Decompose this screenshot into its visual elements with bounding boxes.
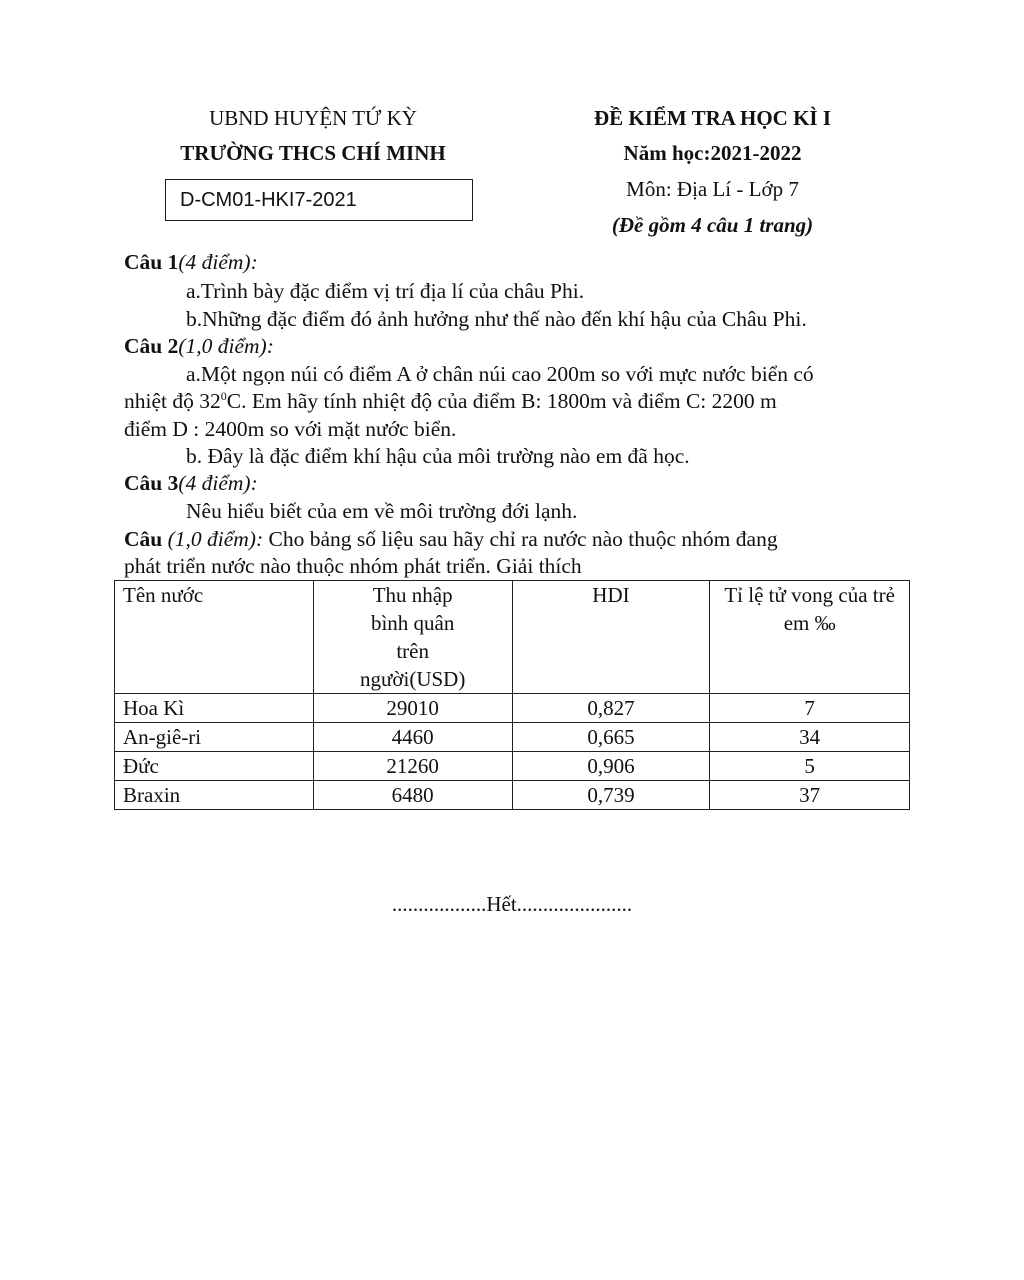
question-2-label: Câu 2 [124, 334, 179, 358]
cell-income: 21260 [313, 752, 512, 781]
cell-country: Đức [115, 752, 314, 781]
question-2-heading [124, 334, 274, 359]
question-1-label: Câu 1 [124, 250, 179, 274]
table-row [115, 723, 910, 752]
question-2-a-line-3: điểm D : 2400m so với mặt nước biển. [124, 417, 457, 441]
header-mortality: Tỉ lệ tử vong của trẻ em ‰ [710, 581, 910, 694]
question-2-a-line-2-pre: nhiệt độ 32 [124, 389, 221, 414]
header-hdi: HDI [512, 581, 710, 694]
cell-income: 6480 [313, 781, 512, 810]
cell-mortality: 37 [710, 781, 910, 810]
question-1-heading [124, 250, 258, 275]
question-3-points: (4 điểm): [178, 471, 258, 495]
cell-mortality: 7 [710, 694, 910, 723]
question-2-a-line-2 [124, 389, 777, 414]
cell-mortality: 5 [710, 752, 910, 781]
data-table [114, 580, 910, 810]
degree-superscript: 0 [220, 389, 227, 403]
district-name: UBND HUYỆN TỨ KỲ [209, 106, 417, 130]
page-note: (Đề gồm 4 câu 1 trang) [611, 213, 814, 237]
question-4-line-2: phát triển nước nào thuộc nhóm phát triển. Giải thích [124, 554, 582, 578]
exam-code: D-CM01-HKI7-2021 [180, 189, 357, 211]
cell-country: Hoa Kì [115, 694, 314, 723]
question-3-heading [124, 471, 258, 496]
exam-code-box [165, 179, 473, 221]
cell-hdi: 0,665 [512, 723, 710, 752]
cell-country: An-giê-ri [115, 723, 314, 752]
cell-hdi: 0,827 [512, 694, 710, 723]
question-2-points: (1,0 điểm): [178, 334, 274, 358]
question-4-points: (1,0 điểm): [167, 527, 264, 551]
question-4-text-1: Cho bảng số liệu sau hãy chỉ ra nước nào thuộc nhóm đang [263, 527, 778, 551]
question-1-b: b.Những đặc điểm đó ảnh hưởng như thế nào đến khí hậu của Châu Phi. [186, 307, 807, 331]
question-2-a-line-2-post: C. Em hãy tính nhiệt độ của điểm B: 1800m và điểm C: 2200 m [226, 389, 777, 414]
table-row [115, 752, 910, 781]
cell-country: Braxin [115, 781, 314, 810]
table-header-row [115, 581, 910, 694]
question-2-b: b. Đây là đặc điểm khí hậu của môi trường nào em đã học. [186, 444, 690, 468]
cell-hdi: 0,906 [512, 752, 710, 781]
cell-mortality: 34 [710, 723, 910, 752]
question-2-a-line-1: a.Một ngọn núi có điểm A ở chân núi cao 200m so với mực nước biển có [186, 362, 814, 386]
question-3-label: Câu 3 [124, 471, 179, 495]
table-row [115, 694, 910, 723]
header-income: Thu nhập bình quân trên người(USD) [313, 581, 512, 694]
question-1-a: a.Trình bày đặc điểm vị trí địa lí của châu Phi. [186, 279, 585, 303]
cell-income: 4460 [313, 723, 512, 752]
school-name: TRƯỜNG THCS CHÍ MINH [180, 141, 446, 165]
subject: Môn: Địa Lí - Lớp 7 [626, 177, 799, 201]
table-row [115, 781, 910, 810]
question-4-label: Câu [124, 527, 163, 551]
end-marker: ..................Hết...................... [391, 892, 633, 916]
question-1-points: (4 điểm): [178, 250, 258, 274]
cell-hdi: 0,739 [512, 781, 710, 810]
question-3-text: Nêu hiểu biết của em về môi trường đới lạnh. [186, 499, 578, 523]
school-year: Năm học:2021-2022 [623, 141, 802, 165]
question-4-line-1 [124, 527, 778, 552]
header-country: Tên nước [115, 581, 314, 694]
exam-title: ĐỀ KIỂM TRA HỌC KÌ I [593, 106, 832, 130]
cell-income: 29010 [313, 694, 512, 723]
